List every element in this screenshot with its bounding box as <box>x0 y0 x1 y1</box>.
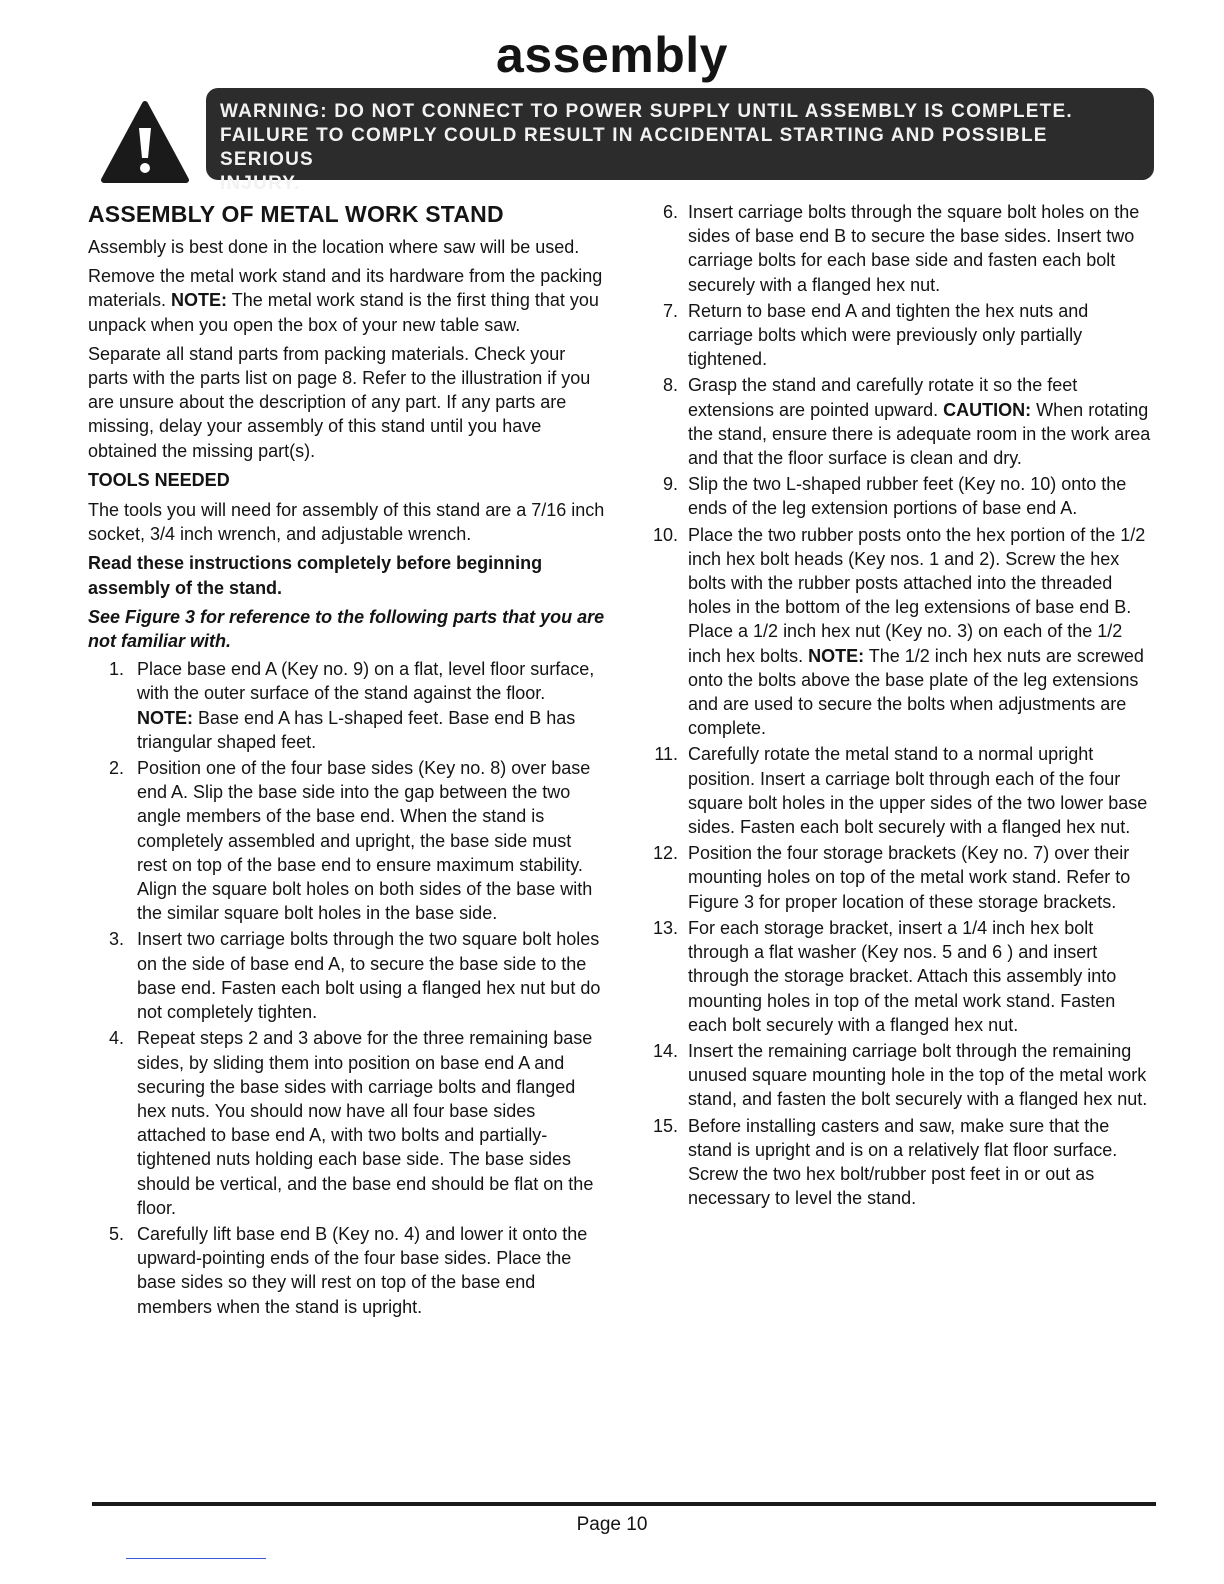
page-title: assembly <box>496 27 728 83</box>
step-item: 5. Carefully lift base end B (Key no. 4) and lower it onto the upward-pointing ends of the four base sides. Place the base sides so they will rest on top of the base end members when the stand is upright. <box>108 1223 588 1317</box>
intro-paragraph: Assembly is best done in the location where saw will be used. <box>88 237 580 257</box>
left-column <box>88 200 606 1321</box>
separate-paragraph: Separate all stand parts from packing materials. Check your parts with the parts list on page 8. Refer to the illustration if you are unsure about the description of any part. If any parts are missing, delay your assembly of this stand until you have obtained the missing part(s). <box>88 343 591 461</box>
remove-paragraph: Remove the metal work stand and its hardware from the packing materials. NOTE: The metal work stand is the first thing that you unpack when you open the box of your new table saw. <box>88 266 603 335</box>
warning-line: WARNING: DO NOT CONNECT TO POWER SUPPLY UNTIL ASSEMBLY IS COMPLETE. <box>220 101 1073 122</box>
scan-artifact-line <box>126 1558 266 1559</box>
page-number: Page 10 <box>576 1514 648 1535</box>
step-item: 14. Insert the remaining carriage bolt through the remaining unused square mounting hole in the top of the metal work stand, and fasten the bolt securely with a flanged hex nut. <box>652 1040 1148 1110</box>
step-item: 15. Before installing casters and saw, make sure that the stand is upright and is on a relatively flat floor surface. Screw the two hex bolt/rubber post feet in or out as necessary to level the stand. <box>652 1115 1118 1209</box>
see-figure-note: See Figure 3 for reference to the following parts that you are not familiar with. <box>88 606 605 652</box>
step-item: 3. Insert two carriage bolts through the two square bolt holes on the side of base end A, to secure the base side to the base end. Fasten each bolt using a flanged hex nut but do not completely tighten. <box>108 929 601 1023</box>
read-instructions: Read these instructions completely before beginning assembly of the stand. <box>88 553 543 598</box>
step-item: 13. For each storage bracket, insert a 1/4 inch hex bolt through a flat washer (Key nos. 5 and 6 ) and insert through the storage bracket. Attach this assembly into mounting holes in top of the metal work stand. Fasten each bolt securely with a flanged hex nut. <box>652 917 1117 1035</box>
tools-paragraph: The tools you will need for assembly of this stand are a 7/16 inch socket, 3/4 inch wrench, and adjustable wrench. <box>88 500 605 545</box>
steps-list-left <box>88 657 606 1318</box>
right-column <box>650 200 1155 1212</box>
step-item: 9. Slip the two L-shaped rubber feet (Key no. 10) onto the ends of the leg extension portions of base end A. <box>662 474 1127 519</box>
warning-line: FAILURE TO COMPLY COULD RESULT IN ACCIDENTAL STARTING AND POSSIBLE SERIOUS <box>220 125 1048 170</box>
step-item: 12. Position the four storage brackets (Key no. 7) over their mounting holes on top of the metal work stand. Refer to Figure 3 for proper location of these storage brackets. <box>652 843 1131 912</box>
step-item: 2. Position one of the four base sides (Key no. 8) over base end A. Slip the base side into the gap between the two angle members of the base end. When the stand is completely assembled and upright, the base side must rest on top of the base end to ensure maximum stability. Align the square bolt holes on both sides of the base with the similar square bolt holes in the base side. <box>108 758 593 924</box>
step-item: 11. Carefully rotate the metal stand to a normal upright position. Insert a carriage bolt through each of the four square bolt holes in the upper sides of the two lower base sides. Fasten each bolt securely with a flanged hex nut. <box>654 744 1148 838</box>
warning-banner <box>206 88 1154 194</box>
step-item: 7. Return to base end A and tighten the hex nuts and carriage bolts which were previously only partially tightened. <box>662 300 1089 370</box>
tools-heading: TOOLS NEEDED <box>88 469 230 490</box>
footer-divider <box>92 1502 1156 1506</box>
section-heading: ASSEMBLY OF METAL WORK STAND <box>88 201 504 227</box>
step-item: 6. Insert carriage bolts through the square bolt holes on the sides of base end B to secure the base sides. Insert two carriage bolts for each base side and fasten each bolt securely with a flanged hex nut. <box>662 202 1140 295</box>
step-item: 1. Place base end A (Key no. 9) on a flat, level floor surface, with the outer surface of the stand against the floor. NOTE: Base end A has L-shaped feet. Base end B has triangular shaped feet. <box>108 659 595 752</box>
warning-line: INJURY. <box>220 173 301 194</box>
note-label: NOTE: <box>171 290 228 311</box>
step-item: 8. Grasp the stand and carefully rotate it so the feet extensions are pointed upward. CAUTION: When rotating the stand, ensure there is adequate room in the work area and that the floor surface is clean and dry. <box>662 375 1151 469</box>
step-item: 10. Place the two rubber posts onto the hex portion of the 1/2 inch hex bolt heads (Key nos. 1 and 2). Screw the hex bolts with the rubber posts attached into the threaded holes in the bottom of the leg extensions of base end B. Place a 1/2 inch hex nut (Key no. 3) on each of the 1/2 inch hex bolts. NOTE: The 1/2 inch hex nuts are screwed onto the bolts above the base plate of the leg extensions and are used to secure the bolts when adjustments are complete. <box>652 524 1146 739</box>
step-item: 4. Repeat steps 2 and 3 above for the three remaining base sides, by sliding them into position on base end A and securing the base sides with carriage bolts and flanged hex nuts. You should now have all four base sides attached to base end A, with two bolts and partially-tightened nuts holding each base side. The base sides should be vertical, and the base end should be flat on the floor. <box>108 1028 594 1218</box>
warning-triangle-icon <box>100 100 190 184</box>
steps-list-right <box>650 200 1155 1210</box>
